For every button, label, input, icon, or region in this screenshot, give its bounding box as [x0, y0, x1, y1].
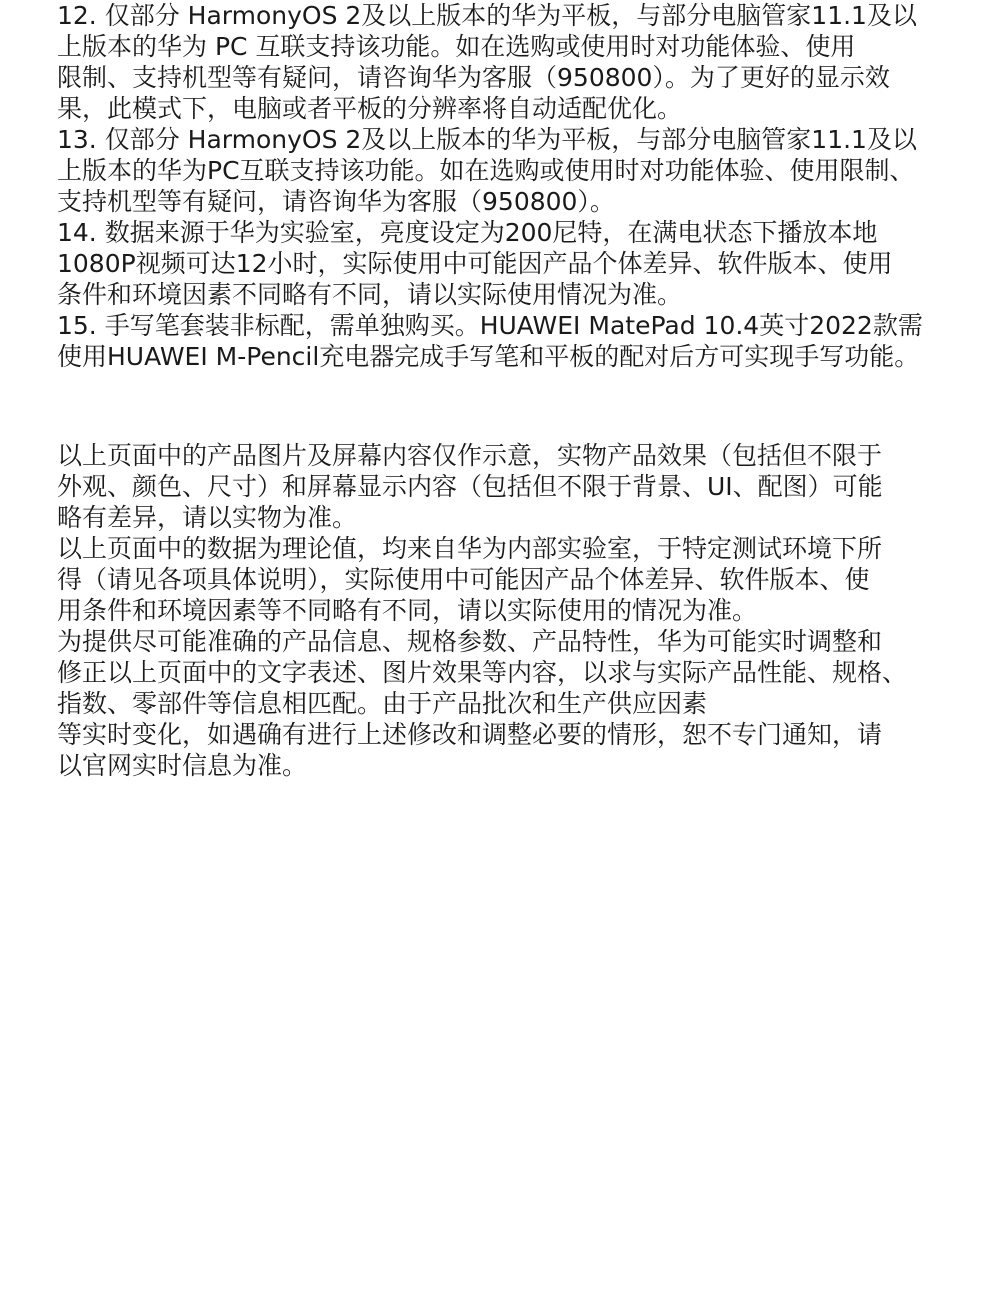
footnote-12-line-2: 上版本的华为 PC 互联支持该功能。如在选购或使用时对功能体验、使用 [57, 32, 856, 61]
footnote-14-line-2: 1080P视频可达12小时，实际使用中可能因产品个体差异、软件版本、使用 [57, 249, 893, 278]
footnote-13-line-1: 13. 仅部分 HarmonyOS 2及以上版本的华为平板，与部分电脑管家11.1及以 [57, 125, 917, 154]
footnote-14-line-1: 14. 数据来源于华为实验室，亮度设定为200尼特，在满电状态下播放本地 [57, 218, 878, 247]
footnote-12-line-4: 果，此模式下，电脑或者平板的分辨率将自动适配优化。 [57, 94, 683, 123]
disclaimer-line: 得（请见各项具体说明），实际使用中可能因产品个体差异、软件版本、使 [57, 565, 870, 594]
disclaimer-line: 修正以上页面中的文字表述、图片效果等内容，以求与实际产品性能、规格、 [57, 658, 908, 687]
footnote-12-line-1: 12. 仅部分 HarmonyOS 2及以上版本的华为平板，与部分电脑管家11.1及以 [57, 1, 917, 30]
disclaimer-line: 以官网实时信息为准。 [57, 751, 308, 780]
footnote-14-line-3: 条件和环境因素不同略有不同，请以实际使用情况为准。 [57, 280, 683, 309]
footnote-15-line-2: 使用HUAWEI M-Pencil充电器完成手写笔和平板的配对后方可实现手写功能。 [57, 342, 920, 371]
disclaimer-line: 略有差异，请以实物为准。 [57, 503, 358, 532]
disclaimer-line: 外观、颜色、尺寸）和屏幕显示内容（包括但不限于背景、UI、配图）可能 [57, 472, 883, 501]
footnotes-section [57, 0, 957, 372]
footnote-12-line-3: 限制、支持机型等有疑问，请咨询华为客服（950800）。为了更好的显示效 [57, 63, 890, 92]
disclaimer-line: 等实时变化，如遇确有进行上述修改和调整必要的情形，恕不专门通知，请 [57, 720, 883, 749]
disclaimer-line: 指数、零部件等信息相匹配。由于产品批次和生产供应因素 [57, 689, 708, 718]
disclaimer-line: 用条件和环境因素等不同略有不同，请以实际使用的情况为准。 [57, 596, 758, 625]
disclaimer-line: 以上页面中的产品图片及屏幕内容仅作示意，实物产品效果（包括但不限于 [57, 441, 883, 470]
disclaimer-line: 为提供尽可能准确的产品信息、规格参数、产品特性，华为可能实时调整和 [57, 627, 883, 656]
footnote-15-line-1: 15. 手写笔套装非标配，需单独购买。HUAWEI MatePad 10.4英寸2022款需 [57, 311, 923, 340]
disclaimer-line: 以上页面中的数据为理论值，均来自华为内部实验室，于特定测试环境下所 [57, 534, 883, 563]
footnote-13-line-2: 上版本的华为PC互联支持该功能。如在选购或使用时对功能体验、使用限制、 [57, 156, 915, 185]
footnote-13-line-3: 支持机型等有疑问，请咨询华为客服（950800）。 [57, 187, 615, 216]
disclaimer-section [57, 440, 957, 781]
